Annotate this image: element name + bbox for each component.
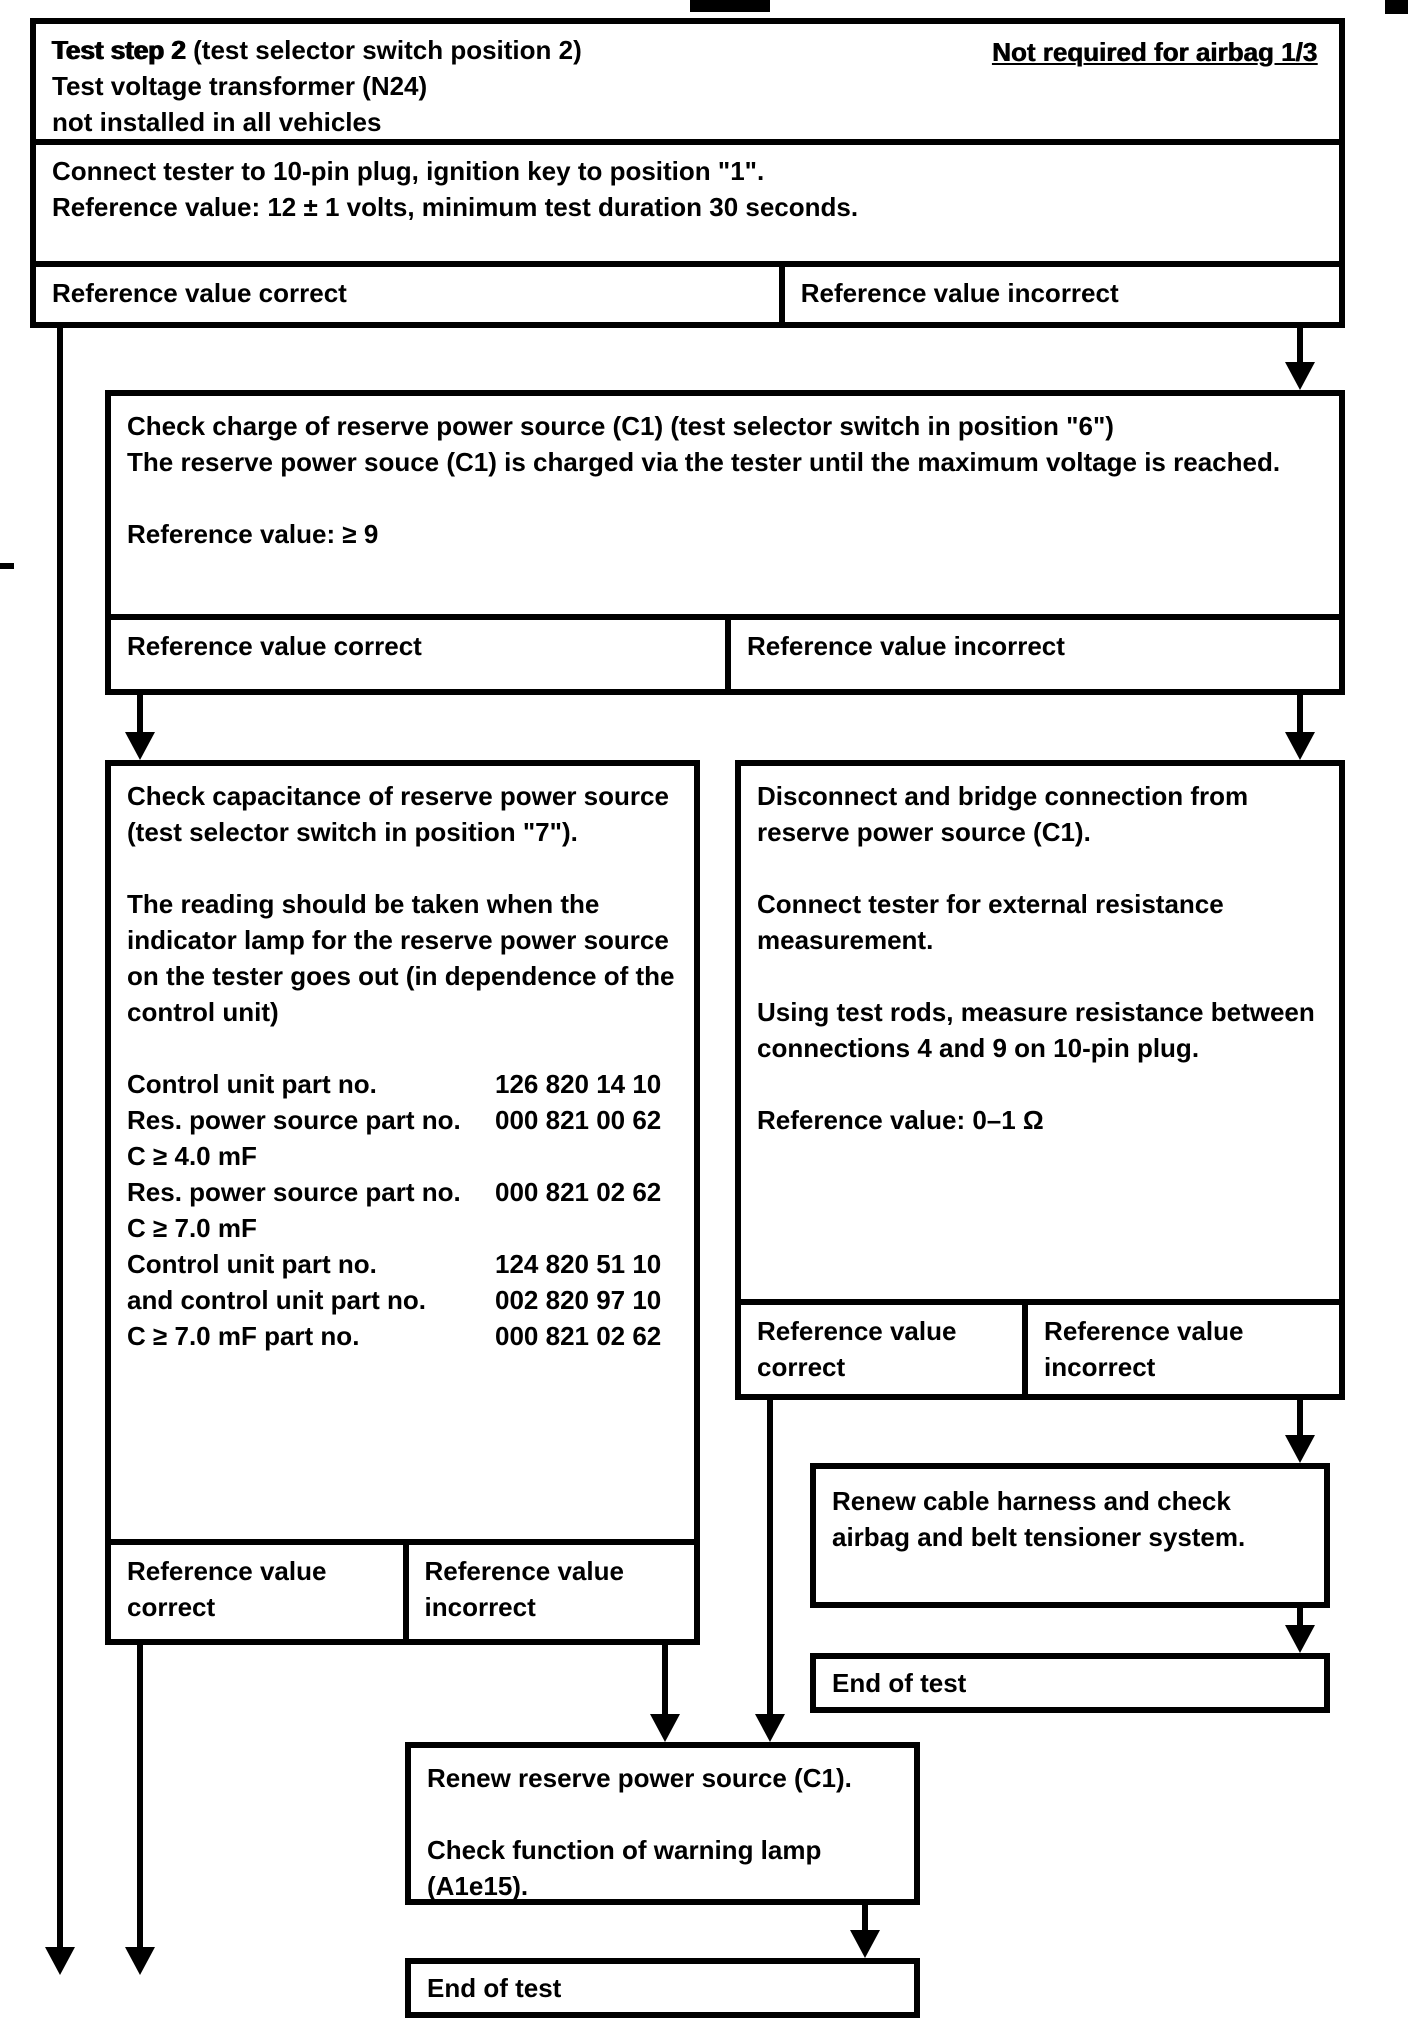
result-row xyxy=(36,261,1339,322)
part-row xyxy=(127,1102,678,1138)
part-row xyxy=(127,1174,678,1210)
result-cell-incorrect: Reference value incorrect xyxy=(725,620,1339,689)
check-charge-line2: The reserve power souce (C1) is charged via the tester until the maximum voltage is reached. xyxy=(127,447,1281,477)
arrow-down-icon xyxy=(650,1714,680,1742)
check-capacitance-box xyxy=(105,760,700,1645)
flow-line-resistance-correct-to-renew xyxy=(767,1400,773,1714)
flow-line-correct-exit-left xyxy=(57,328,63,1947)
part-row xyxy=(127,1246,678,1282)
end-of-test-text: End of test xyxy=(427,1973,562,2003)
resistance-para3: Using test rods, measure resistance between connections 4 and 9 on 10-pin plug. xyxy=(757,997,1315,1063)
arrow-down-icon xyxy=(1285,1625,1315,1653)
check-charge-reference: Reference value: ≥ 9 xyxy=(127,519,379,549)
resistance-check-body xyxy=(741,766,1339,1299)
part-number: 000 821 00 62 xyxy=(495,1105,662,1135)
renew-power-source-body xyxy=(411,1748,914,1912)
renew-power-line2: Check function of warning lamp (A1e15). xyxy=(427,1835,822,1901)
part-row xyxy=(127,1318,678,1354)
flow-line-incorrect-to-resistance xyxy=(1297,695,1303,732)
renew-harness-box xyxy=(810,1463,1330,1608)
resistance-para1: Disconnect and bridge connection from reserve power source (C1). xyxy=(757,781,1249,847)
check-charge-line1: Check charge of reserve power source (C1) (test selector switch in position "6") xyxy=(127,411,1114,441)
test-step-subtitle: Test voltage transformer (N24) xyxy=(52,71,428,101)
arrow-down-icon xyxy=(125,1947,155,1975)
part-label: and control unit part no. xyxy=(127,1285,426,1315)
part-number: 000 821 02 62 xyxy=(495,1177,662,1207)
instruction-line: Connect tester to 10-pin plug, ignition key to position "1". xyxy=(52,156,765,186)
part-number: 000 821 02 62 xyxy=(495,1321,662,1351)
part-label: Res. power source part no. xyxy=(127,1177,461,1207)
resistance-reference: Reference value: 0–1 Ω xyxy=(757,1105,1044,1135)
flow-line-capacitance-incorrect-to-renew xyxy=(662,1645,668,1714)
renew-harness-text: Renew cable harness and check airbag and belt tensioner system. xyxy=(832,1486,1246,1552)
arrow-down-icon xyxy=(850,1930,880,1958)
flow-line-capacitance-correct-exit xyxy=(137,1645,143,1947)
part-label: Res. power source part no. xyxy=(127,1105,461,1135)
check-charge-box xyxy=(105,390,1345,695)
part-number: 124 820 51 10 xyxy=(495,1249,662,1279)
result-cell-incorrect: Reference value incorrect xyxy=(403,1545,695,1639)
part-label: Control unit part no. xyxy=(127,1249,377,1279)
capacitance-para1: Check capacitance of reserve power source (test selector switch in position "7"). xyxy=(127,781,669,847)
renew-power-source-box xyxy=(405,1742,920,1905)
end-of-test-text: End of test xyxy=(832,1668,967,1698)
arrow-down-icon xyxy=(125,732,155,760)
check-capacitance-body xyxy=(111,766,694,1539)
resistance-check-box xyxy=(735,760,1345,1400)
end-of-test-box-bottom xyxy=(405,1958,920,2018)
arrow-down-icon xyxy=(45,1947,75,1975)
result-row xyxy=(111,1539,694,1639)
part-label: C ≥ 4.0 mF xyxy=(127,1141,257,1171)
flow-line-incorrect-to-charge xyxy=(1297,328,1303,362)
flow-line-renew-to-end xyxy=(862,1905,868,1930)
reference-value-line: Reference value: 12 ± 1 volts, minimum test duration 30 seconds. xyxy=(52,192,859,222)
part-row xyxy=(127,1066,678,1102)
part-row xyxy=(127,1282,678,1318)
part-label: C ≥ 7.0 mF part no. xyxy=(127,1321,360,1351)
flow-line-correct-to-capacitance xyxy=(137,695,143,732)
result-cell-correct: Reference value correct xyxy=(127,631,422,661)
check-charge-body xyxy=(111,396,1339,614)
scan-artifact xyxy=(0,563,14,569)
result-cell-correct: Reference value correct xyxy=(757,1316,957,1382)
test-step-instructions xyxy=(36,139,1339,261)
arrow-down-icon xyxy=(755,1714,785,1742)
result-cell-incorrect: Reference value incorrect xyxy=(1022,1305,1339,1394)
test-step-note-line: not installed in all vehicles xyxy=(52,107,382,137)
capacitance-para2: The reading should be taken when the indicator lamp for the reserve power source on the tester goes out (in dependence of the control unit) xyxy=(127,889,675,1027)
flow-line-resistance-incorrect-to-harness xyxy=(1297,1400,1303,1435)
test-step-title-rest: (test selector switch position 2) xyxy=(185,35,582,65)
arrow-down-icon xyxy=(1285,732,1315,760)
test-step-header xyxy=(36,24,1339,139)
flow-line-harness-to-end xyxy=(1297,1608,1303,1625)
parts-list xyxy=(127,1066,678,1354)
resistance-para2: Connect tester for external resistance measurement. xyxy=(757,889,1224,955)
part-number: 002 820 97 10 xyxy=(495,1285,662,1315)
arrow-down-icon xyxy=(1285,1435,1315,1463)
part-label: Control unit part no. xyxy=(127,1069,377,1099)
result-cell-incorrect: Reference value incorrect xyxy=(779,267,1339,322)
part-number: 126 820 14 10 xyxy=(495,1069,662,1099)
test-step-title-bold: Test step 2 xyxy=(52,35,186,65)
part-row xyxy=(127,1138,678,1174)
part-row xyxy=(127,1210,678,1246)
test-step-box xyxy=(30,18,1345,328)
part-label: C ≥ 7.0 mF xyxy=(127,1213,257,1243)
result-row xyxy=(111,614,1339,689)
renew-power-line1: Renew reserve power source (C1). xyxy=(427,1763,852,1793)
result-cell-correct: Reference value correct xyxy=(127,1556,327,1622)
not-required-note: Not required for airbag 1/3 xyxy=(991,37,1317,67)
result-cell-correct: Reference value correct xyxy=(52,278,347,308)
end-of-test-box-right xyxy=(810,1653,1330,1713)
scan-artifact xyxy=(1385,0,1408,14)
arrow-down-icon xyxy=(1285,362,1315,390)
scan-artifact xyxy=(690,0,770,12)
result-row xyxy=(741,1299,1339,1394)
